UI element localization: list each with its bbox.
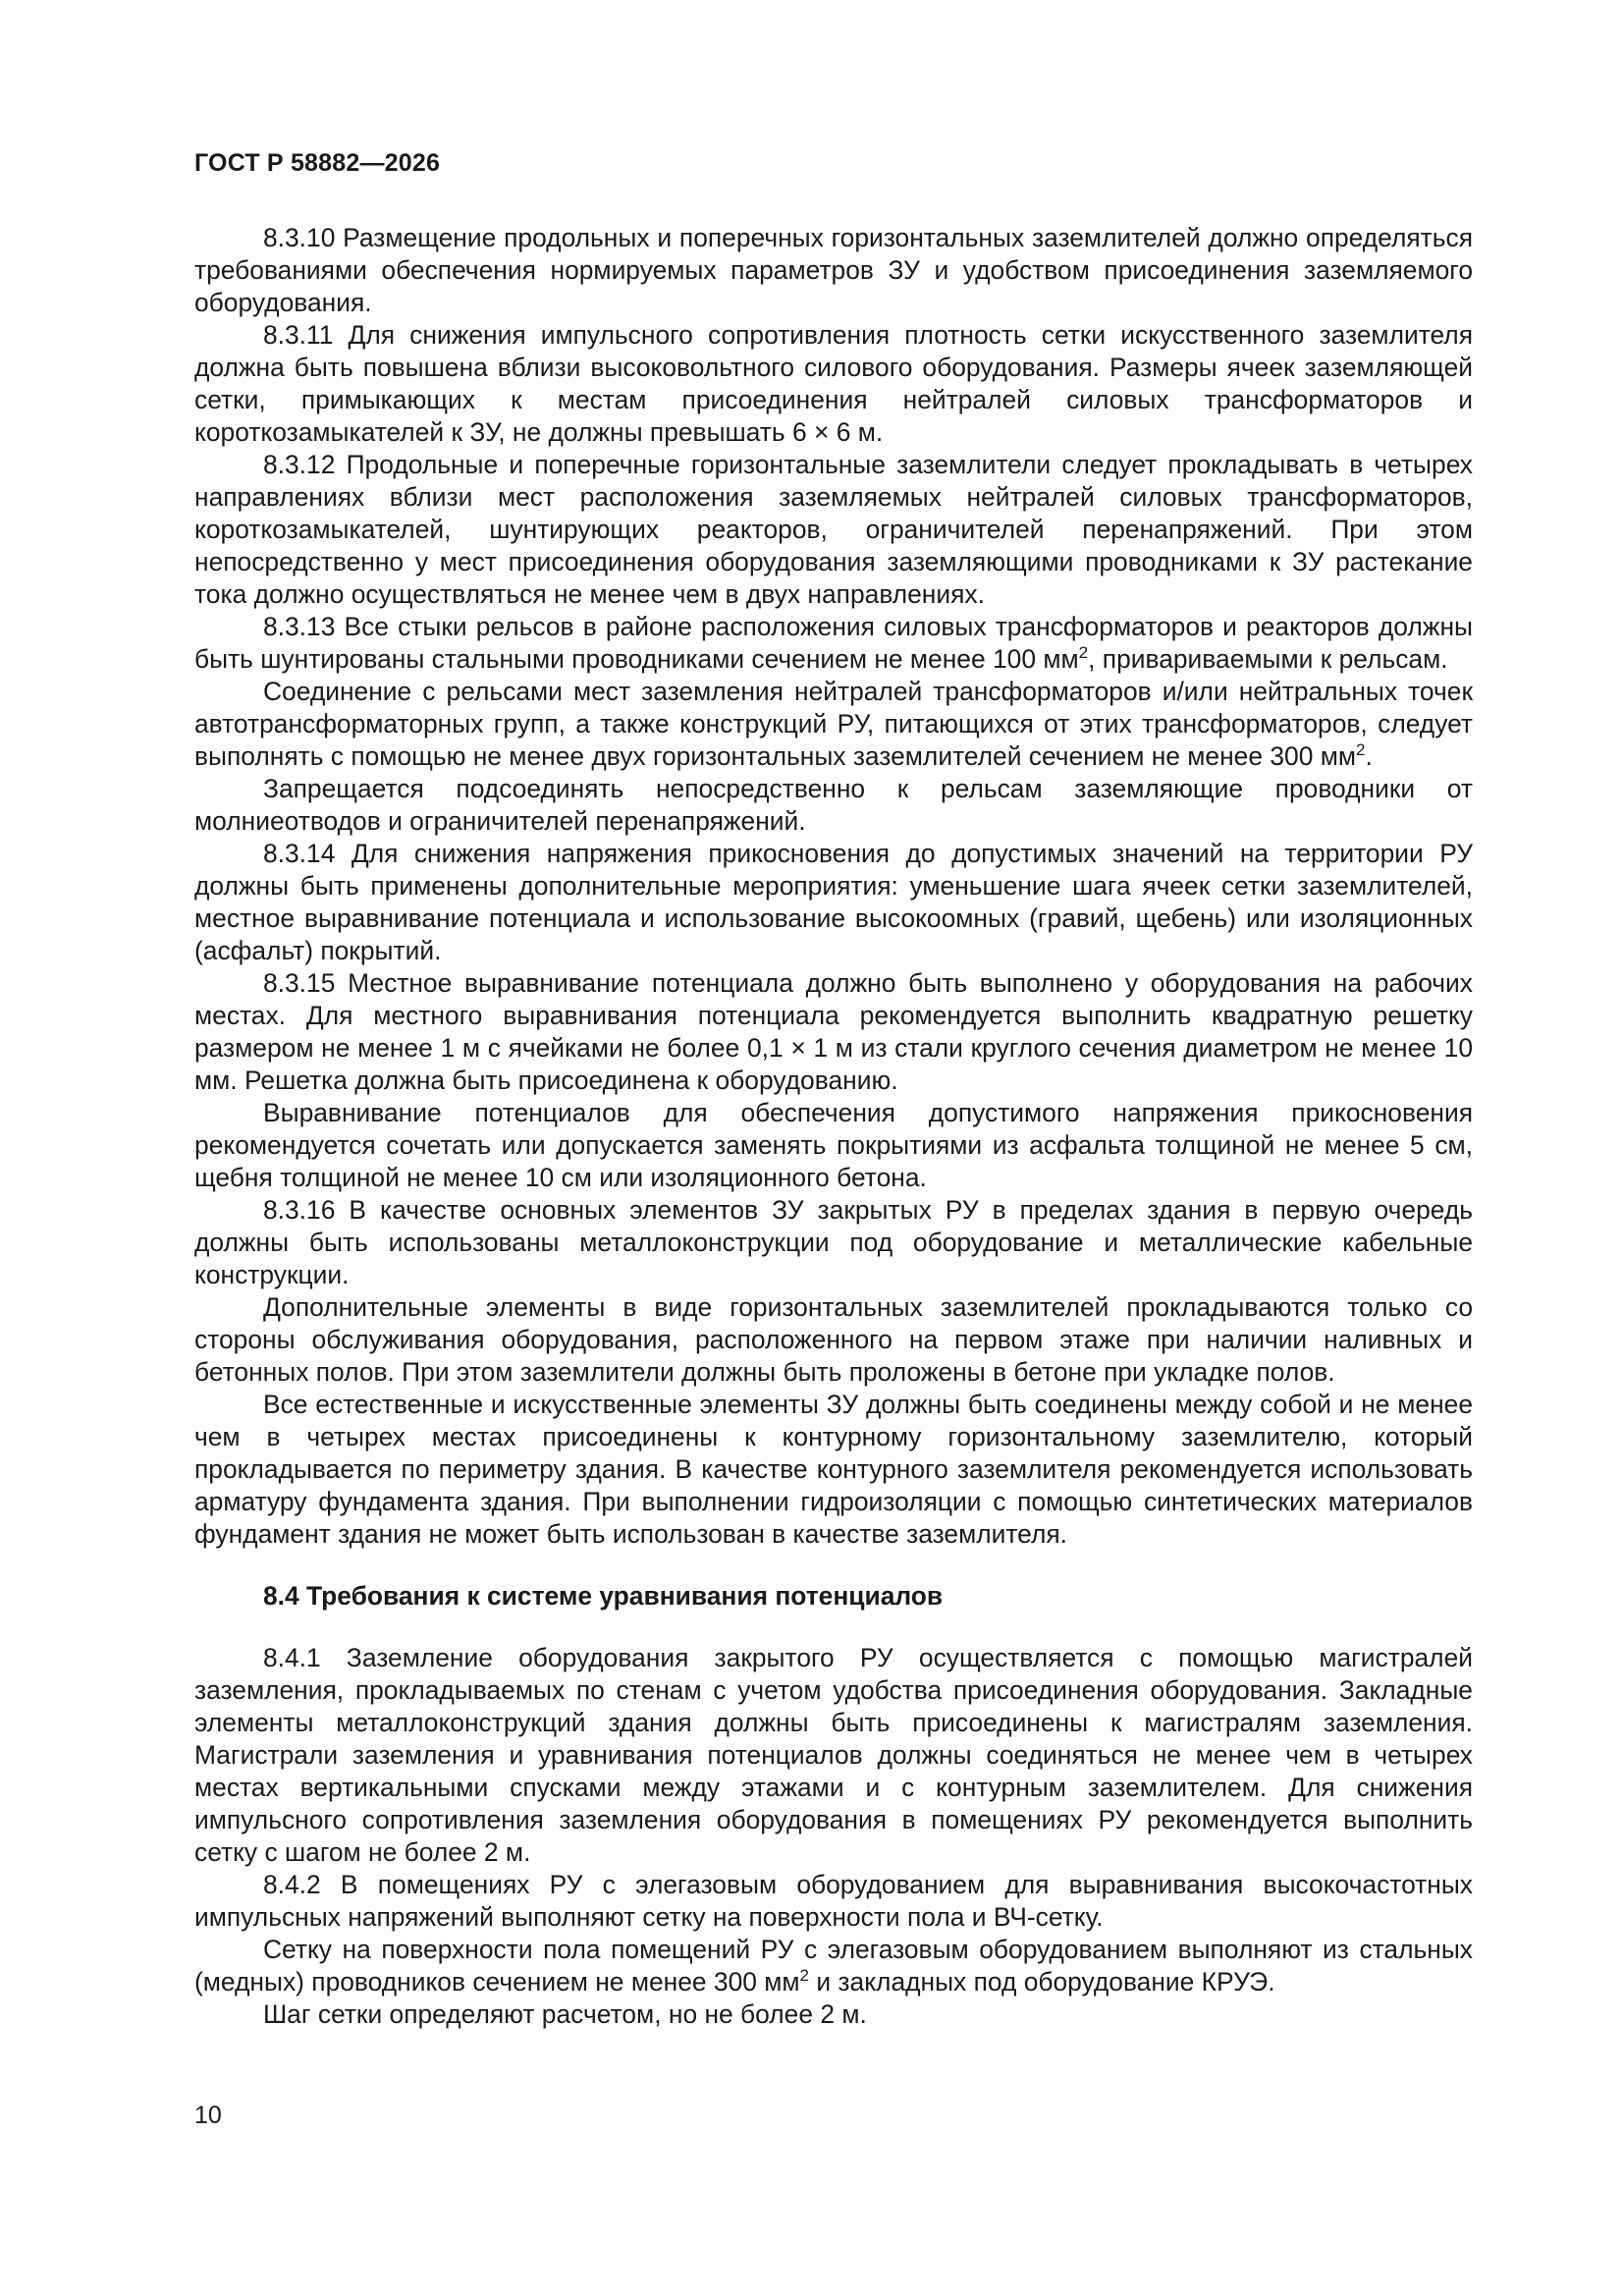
document-body [194,222,1473,2031]
paragraph-text: Сетку на поверхности пола помещений РУ с элегазовым оборудованием выполняют из стальных (медных) проводников сечением не менее 300 мм [194,1935,1473,1996]
paragraph-8-4-2: 8.4.2 В помещениях РУ с элегазовым оборудованием для выравнивания высокочастотных импульсных напряжений выполняют сетку на поверхности пола и ВЧ-сетку. [194,1870,1473,1932]
page-number: 10 [194,2102,222,2129]
section-heading-8-4: 8.4 Требования к системе уравнивания потенциалов [263,1581,944,1611]
paragraph-text: . [1365,741,1373,771]
paragraph-floor-grid [194,1934,1473,1998]
paragraph-natural-elements: Все естественные и искусственные элементы ЗУ должны быть соединены между собой и не менее чем в четырех местах присоединены к контурному горизонтальному заземлителю, который прокладывается по периметру здания. В качестве контурного заземлителя рекомендуется использовать арматуру фундамента здания. При выполнении гидроизоляции с помощью синтетических материалов фундамент здания не может быть использован в качестве заземлителя. [194,1390,1473,1549]
superscript: 2 [799,1966,810,1985]
paragraph-8-3-14: 8.3.14 Для снижения напряжения прикосновения до допустимых значений на территории РУ должны быть применены дополнительные мероприятия: уменьшение шага ячеек сетки заземлителей, местное выравнивание потенциала и использование высокоомных (гравий, щебень) или изоляционных (асфальт) покрытий. [194,839,1473,965]
paragraph-rail-connection [194,676,1473,773]
paragraph-8-3-10: 8.3.10 Размещение продольных и поперечных горизонтальных заземлителей должно определяться требованиями обеспечения нормируемых параметров ЗУ и удобством присоединения заземляемого оборудования. [194,223,1473,317]
paragraph-additional-elements: Дополнительные элементы в виде горизонтальных заземлителей прокладываются только со стороны обслуживания оборудования, расположенного на первом этаже при наличии наливных и бетонных полов. При этом заземлители должны быть проложены в бетоне при укладке полов. [194,1292,1473,1387]
paragraph-8-3-13 [194,611,1473,676]
paragraph-text: 8.3.13 Все стыки рельсов в районе расположения силовых трансформаторов и реакторов должны быть шунтированы стальными проводниками сечением не менее 100 мм [194,612,1473,674]
paragraph-8-4-1: 8.4.1 Заземление оборудования закрытого РУ осуществляется с помощью магистралей заземления, прокладываемых по стенам с учетом удобства присоединения оборудования. Закладные элементы металлоконструкций здания должны быть присоединены к магистралям заземления. Магистрали заземления и уравнивания потенциалов должны соединяться не менее чем в четырех местах вертикальными спусками между этажами и с контурным заземлителем. Для снижения импульсного сопротивления заземления оборудования в помещениях РУ рекомендуется выполнить сетку с шагом не более 2 м. [194,1643,1473,1867]
superscript: 2 [1078,643,1089,662]
paragraph-8-3-11: 8.3.11 Для снижения импульсного сопротивления плотность сетки искусственного заземлителя должна быть повышена вблизи высоковольтного силового оборудования. Размеры ячеек заземляющей сетки, примыкающих к местам присоединения нейтралей силовых трансформаторов и короткозамыкателей к ЗУ, не должны превышать 6 × 6 м. [194,320,1473,447]
paragraph-8-3-12: 8.3.12 Продольные и поперечные горизонтальные заземлители следует прокладывать в четырех направлениях вблизи мест расположения заземляемых нейтралей силовых трансформаторов, короткозамыкателей, шунтирующих реакторов, ограничителей перенапряжений. При этом непосредственно у мест присоединения оборудования заземляющими проводниками к ЗУ растекание тока должно осуществляться не менее чем в двух направлениях. [194,450,1473,609]
paragraph-prohibition: Запрещается подсоединять непосредственно к рельсам заземляющие проводники от молниеотводов и ограничителей перенапряжений. [194,774,1473,836]
superscript: 2 [1356,740,1366,759]
document-header: ГОСТ Р 58882—2026 [194,149,441,177]
paragraph-grid-step: Шаг сетки определяют расчетом, но не более 2 м. [263,1999,867,2029]
paragraph-8-3-16: 8.3.16 В качестве основных элементов ЗУ закрытых РУ в пределах здания в первую очередь должны быть использованы металлоконструкции под оборудование и металлические кабельные конструкции. [194,1195,1473,1289]
paragraph-text: , привариваемыми к рельсам. [1088,644,1448,674]
paragraph-8-3-15: 8.3.15 Местное выравнивание потенциала должно быть выполнено у оборудования на рабочих местах. Для местного выравнивания потенциала рекомендуется выполнить квадратную решетку размером не менее 1 м с ячейками не более 0,1 × 1 м из стали круглого сечения диаметром не менее 10 мм. Решетка должна быть присоединена к оборудованию. [194,968,1473,1095]
paragraph-text: Соединение с рельсами мест заземления нейтралей трансформаторов и/или нейтральных точек автотрансформаторных групп, а также конструкций РУ, питающихся от этих трансформаторов, следует выполнять с помощью не менее двух горизонтальных заземлителей сечением не менее 300 мм [194,677,1473,771]
paragraph-text: и закладных под оборудование КРУЭ. [809,1967,1275,1996]
paragraph-potential-equalization: Выравнивание потенциалов для обеспечения допустимого напряжения прикосновения рекомендуется сочетать или допускается заменять покрытиями из асфальта толщиной не менее 5 см, щебня толщиной не менее 10 см или изоляционного бетона. [194,1098,1473,1192]
